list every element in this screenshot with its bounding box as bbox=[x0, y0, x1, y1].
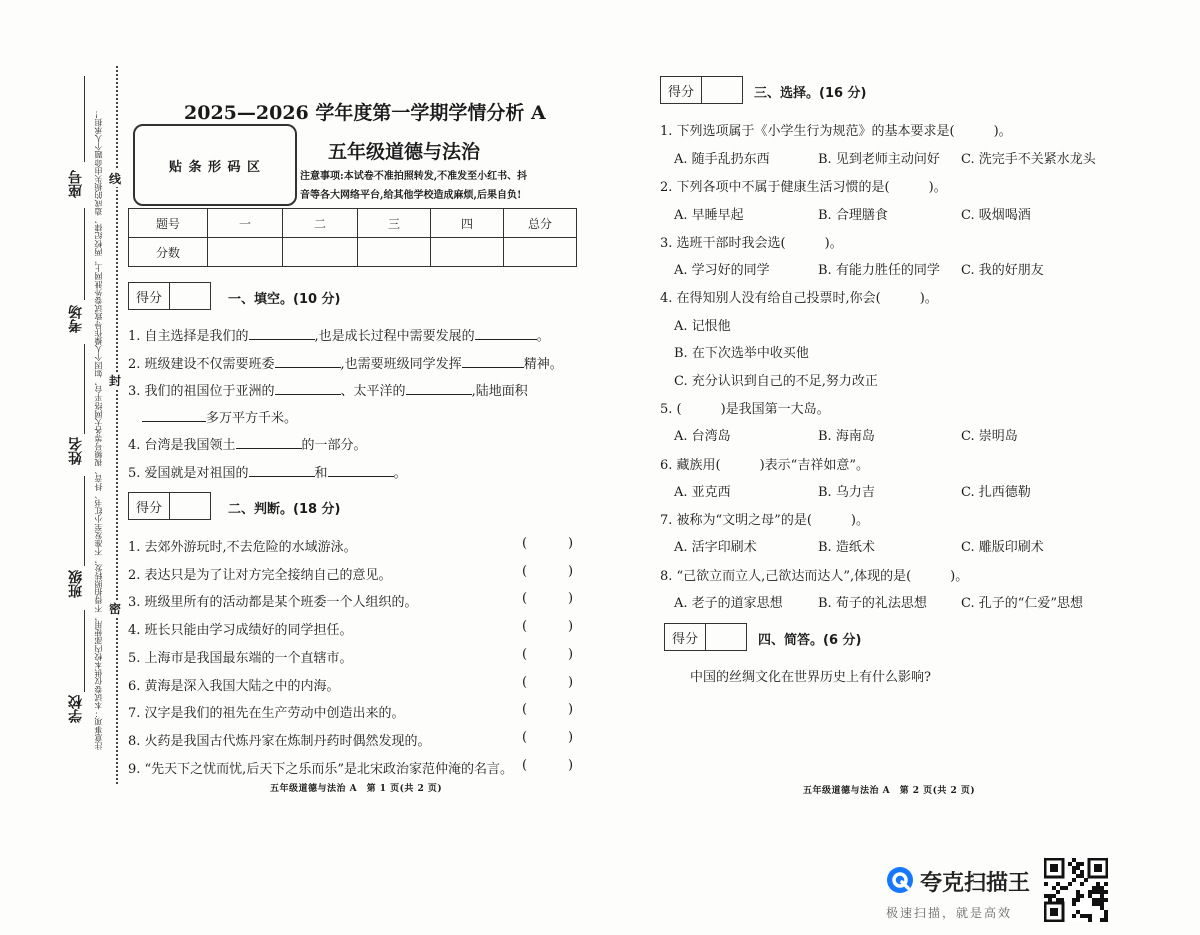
page1-footer: 五年级道德与法治 A 第 1 页(共 2 页) bbox=[270, 784, 443, 794]
choice-question: 1. 下列选项属于《小学生行为规范》的基本要求是( )。 bbox=[660, 124, 1012, 139]
choice-option-b[interactable]: B. 有能力胜任的同学 bbox=[818, 263, 940, 278]
fill-question-1 bbox=[128, 325, 550, 344]
section2-title: 二、判断。(18 分) bbox=[228, 502, 341, 517]
answer-paren-open: ( bbox=[522, 647, 528, 662]
choice-option-a[interactable]: A. 随手乱扔东西 bbox=[674, 152, 770, 167]
score-cell bbox=[431, 238, 504, 267]
q-text: 。 bbox=[536, 329, 550, 344]
room-line bbox=[84, 208, 85, 300]
q-text: 的一部分。 bbox=[301, 438, 367, 453]
scanner-brand: 夸克扫描王 bbox=[920, 871, 1031, 896]
choice-option-c[interactable]: C. 崇明岛 bbox=[961, 429, 1018, 444]
choice-option-b[interactable]: B. 见到老师主动问好 bbox=[818, 152, 940, 167]
short-answer-question: 中国的丝绸文化在世界历史上有什么影响? bbox=[690, 670, 931, 685]
answer-paren-open: ( bbox=[522, 564, 528, 579]
answer-blank[interactable] bbox=[249, 327, 315, 340]
score-table-header: 二 bbox=[283, 209, 358, 238]
score-cell bbox=[504, 238, 577, 267]
section4-score-box bbox=[664, 623, 747, 651]
name-line bbox=[84, 344, 85, 434]
q-text: 3. 我们的祖国位于亚洲的 bbox=[128, 384, 275, 399]
choice-option-a[interactable]: A. 活字印刷术 bbox=[674, 540, 757, 555]
choice-option-a[interactable]: A. 早睡早起 bbox=[674, 208, 744, 223]
quark-logo-icon bbox=[886, 866, 914, 894]
score-row-label: 分数 bbox=[129, 238, 208, 267]
choice-option-a[interactable]: A. 台湾岛 bbox=[674, 429, 731, 444]
judge-question: 5. 上海市是我国最东端的一个直辖市。 bbox=[128, 651, 353, 666]
judge-answer-slot[interactable] bbox=[532, 619, 568, 635]
fill-question-3 bbox=[128, 380, 528, 399]
q-text: 和 bbox=[314, 466, 328, 481]
score-table-header: 题号 bbox=[129, 209, 208, 238]
answer-paren-close: ) bbox=[568, 564, 574, 579]
answer-paren-close: ) bbox=[568, 758, 574, 773]
answer-paren-open: ( bbox=[522, 619, 528, 634]
answer-paren-close: ) bbox=[568, 702, 574, 717]
q-text: 多万平方千米。 bbox=[206, 411, 298, 426]
seal-mark-seal: 封 bbox=[109, 374, 122, 388]
choice-question: 7. 被称为“文明之母”的是( )。 bbox=[660, 513, 869, 528]
score-box-label: 得分 bbox=[661, 77, 702, 103]
score-cell bbox=[283, 238, 358, 267]
judge-answer-slot[interactable] bbox=[532, 564, 568, 580]
fill-question-3-cont bbox=[142, 407, 297, 426]
answer-blank[interactable] bbox=[142, 409, 206, 422]
section4-title: 四、简答。(6 分) bbox=[758, 633, 862, 648]
section3-score-box bbox=[660, 76, 743, 104]
choice-option-b[interactable]: B. 造纸术 bbox=[818, 540, 875, 555]
judge-question: 6. 黄海是深入我国大陆之中的内海。 bbox=[128, 679, 340, 694]
seat-line bbox=[84, 76, 85, 162]
choice-option-c[interactable]: C. 充分认识到自己的不足,努力改正 bbox=[674, 374, 878, 389]
barcode-area-label: 贴 条 形 码 区 bbox=[168, 159, 262, 175]
choice-question: 2. 下列各项中不属于健康生活习惯的是( )。 bbox=[660, 180, 947, 195]
q-text: 。 bbox=[393, 466, 407, 481]
score-cell bbox=[208, 238, 283, 267]
judge-answer-slot[interactable] bbox=[532, 591, 568, 607]
choice-option-b[interactable]: B. 海南岛 bbox=[818, 429, 875, 444]
barcode-area bbox=[133, 124, 297, 206]
q-text: 1. 自主选择是我们的 bbox=[128, 329, 249, 344]
choice-option-a[interactable]: A. 记恨他 bbox=[674, 319, 731, 334]
answer-blank[interactable] bbox=[249, 464, 315, 477]
judge-answer-slot[interactable] bbox=[532, 675, 568, 691]
school-line bbox=[84, 610, 85, 692]
choice-option-b[interactable]: B. 合理膳食 bbox=[818, 208, 888, 223]
answer-paren-close: ) bbox=[568, 730, 574, 745]
judge-answer-slot[interactable] bbox=[532, 536, 568, 552]
scanner-slogan: 极速扫描，就是高效 bbox=[886, 906, 1013, 920]
choice-option-b[interactable]: B. 在下次选举中收买他 bbox=[674, 346, 809, 361]
section1-score-box bbox=[128, 282, 211, 310]
qr-code-icon bbox=[1044, 858, 1108, 922]
choice-option-b[interactable]: B. 乌力吉 bbox=[818, 485, 875, 500]
fill-question-5 bbox=[128, 462, 407, 481]
exam-notice-line2: 音等各大网络平台,给其他学校造成麻烦,后果自负! bbox=[300, 190, 522, 201]
q-text: ,也需要班级同学发挥 bbox=[340, 357, 462, 372]
score-box-blank bbox=[702, 77, 742, 103]
binding-notice: 注意事项：本试卷仅供本校内部使用，不得拍照转发，不准发至小红书、抖音、视频号等各大网络平台，如因个人操作导致试卷外泄网上，两校纪律，造成的损失由命题个人承担！ bbox=[94, 110, 103, 750]
answer-blank[interactable] bbox=[236, 436, 302, 449]
answer-blank[interactable] bbox=[275, 355, 341, 368]
answer-blank[interactable] bbox=[475, 327, 537, 340]
class-line bbox=[84, 476, 85, 566]
score-table-header: 三 bbox=[358, 209, 431, 238]
answer-paren-open: ( bbox=[522, 702, 528, 717]
q-text: 4. 台湾是我国领土 bbox=[128, 438, 236, 453]
section1-title: 一、填空。(10 分) bbox=[228, 292, 341, 307]
choice-question: 3. 选班干部时我会选( )。 bbox=[660, 236, 843, 251]
fill-question-4 bbox=[128, 434, 367, 453]
answer-paren-open: ( bbox=[522, 730, 528, 745]
score-table bbox=[128, 208, 577, 267]
answer-paren-open: ( bbox=[522, 591, 528, 606]
choice-option-c[interactable]: C. 吸烟喝酒 bbox=[961, 208, 1031, 223]
score-box-label: 得分 bbox=[129, 493, 170, 519]
judge-question: 4. 班长只能由学习成绩好的同学担任。 bbox=[128, 623, 353, 638]
judge-question: 1. 去郊外游玩时,不去危险的水域游泳。 bbox=[128, 540, 357, 555]
choice-option-c[interactable]: C. 雕版印刷术 bbox=[961, 540, 1044, 555]
label-school: 学校 bbox=[68, 695, 84, 723]
judge-answer-slot[interactable] bbox=[532, 730, 568, 746]
answer-paren-open: ( bbox=[522, 536, 528, 551]
label-class: 班级 bbox=[68, 570, 84, 598]
q-text: 2. 班级建设不仅需要班委 bbox=[128, 357, 275, 372]
judge-question: 8. 火药是我国古代炼丹家在炼制丹药时偶然发现的。 bbox=[128, 734, 431, 749]
choice-option-c[interactable]: C. 洗完手不关紧水龙头 bbox=[961, 152, 1096, 167]
choice-option-a[interactable]: A. 老子的道家思想 bbox=[674, 596, 783, 611]
seal-mark-line: 线 bbox=[109, 172, 122, 186]
section3-title: 三、选择。(16 分) bbox=[754, 86, 867, 101]
choice-question: 6. 藏族用( )表示“吉祥如意”。 bbox=[660, 458, 869, 473]
choice-option-b[interactable]: B. 荀子的礼法思想 bbox=[818, 596, 927, 611]
answer-paren-open: ( bbox=[522, 758, 528, 773]
answer-paren-close: ) bbox=[568, 647, 574, 662]
q-text: 、太平洋的 bbox=[340, 384, 406, 399]
judge-answer-slot[interactable] bbox=[532, 758, 568, 774]
score-box-label: 得分 bbox=[129, 283, 170, 309]
page2-footer: 五年级道德与法治 A 第 2 页(共 2 页) bbox=[803, 786, 976, 796]
answer-paren-close: ) bbox=[568, 536, 574, 551]
exam-notice-line1: 注意事项:本试卷不准拍照转发,不准发至小红书、抖 bbox=[300, 171, 528, 182]
choice-option-c[interactable]: C. 孔子的“仁爱”思想 bbox=[961, 596, 1084, 611]
choice-option-a[interactable]: A. 学习好的同学 bbox=[674, 263, 770, 278]
score-table-score-row bbox=[129, 238, 577, 267]
choice-question: 8. “己欲立而立人,己欲达而达人”,体现的是( )。 bbox=[660, 569, 969, 584]
score-box-blank bbox=[706, 624, 746, 650]
q-text: ,陆地面积 bbox=[471, 384, 528, 399]
answer-blank[interactable] bbox=[462, 355, 524, 368]
choice-option-c[interactable]: C. 扎西德勒 bbox=[961, 485, 1031, 500]
answer-paren-open: ( bbox=[522, 675, 528, 690]
answer-paren-close: ) bbox=[568, 591, 574, 606]
score-cell bbox=[358, 238, 431, 267]
section2-score-box bbox=[128, 492, 211, 520]
score-box-blank bbox=[170, 493, 210, 519]
judge-answer-slot[interactable] bbox=[532, 702, 568, 718]
label-room: 考场 bbox=[68, 305, 84, 333]
subject-title: 五年级道德与法治 bbox=[328, 141, 481, 163]
score-box-label: 得分 bbox=[665, 624, 706, 650]
label-name: 姓名 bbox=[68, 437, 84, 465]
q-text: 5. 爱国就是对祖国的 bbox=[128, 466, 249, 481]
judge-answer-slot[interactable] bbox=[532, 647, 568, 663]
choice-option-a[interactable]: A. 亚克西 bbox=[674, 485, 731, 500]
fill-question-2 bbox=[128, 353, 563, 372]
seal-mark-secret: 密 bbox=[109, 602, 122, 616]
score-table-header: 四 bbox=[431, 209, 504, 238]
exam-title: 2025—2026 学年度第一学期学情分析 A bbox=[184, 102, 546, 124]
judge-question: 7. 汉字是我们的祖先在生产劳动中创造出来的。 bbox=[128, 706, 405, 721]
score-table-header: 一 bbox=[208, 209, 283, 238]
judge-question: 2. 表达只是为了让对方完全接纳自己的意见。 bbox=[128, 568, 392, 583]
score-table-header: 总分 bbox=[504, 209, 577, 238]
label-seat: 座号 bbox=[68, 170, 84, 198]
answer-blank[interactable] bbox=[328, 464, 394, 477]
score-box-blank bbox=[170, 283, 210, 309]
judge-question: 9. “先天下之忧而忧,后天下之乐而乐”是北宋政治家范仲淹的名言。 bbox=[128, 762, 513, 777]
judge-question: 3. 班级里所有的活动都是某个班委一个人组织的。 bbox=[128, 595, 418, 610]
choice-question: 4. 在得知别人没有给自己投票时,你会( )。 bbox=[660, 291, 938, 306]
answer-blank[interactable] bbox=[275, 382, 341, 395]
choice-question: 5. ( )是我国第一大岛。 bbox=[660, 402, 830, 417]
choice-option-c[interactable]: C. 我的好朋友 bbox=[961, 263, 1044, 278]
answer-blank[interactable] bbox=[406, 382, 472, 395]
q-text: ,也是成长过程中需要发展的 bbox=[314, 329, 475, 344]
answer-paren-close: ) bbox=[568, 675, 574, 690]
q-text: 精神。 bbox=[523, 357, 563, 372]
answer-paren-close: ) bbox=[568, 619, 574, 634]
score-table-header-row bbox=[129, 209, 577, 238]
